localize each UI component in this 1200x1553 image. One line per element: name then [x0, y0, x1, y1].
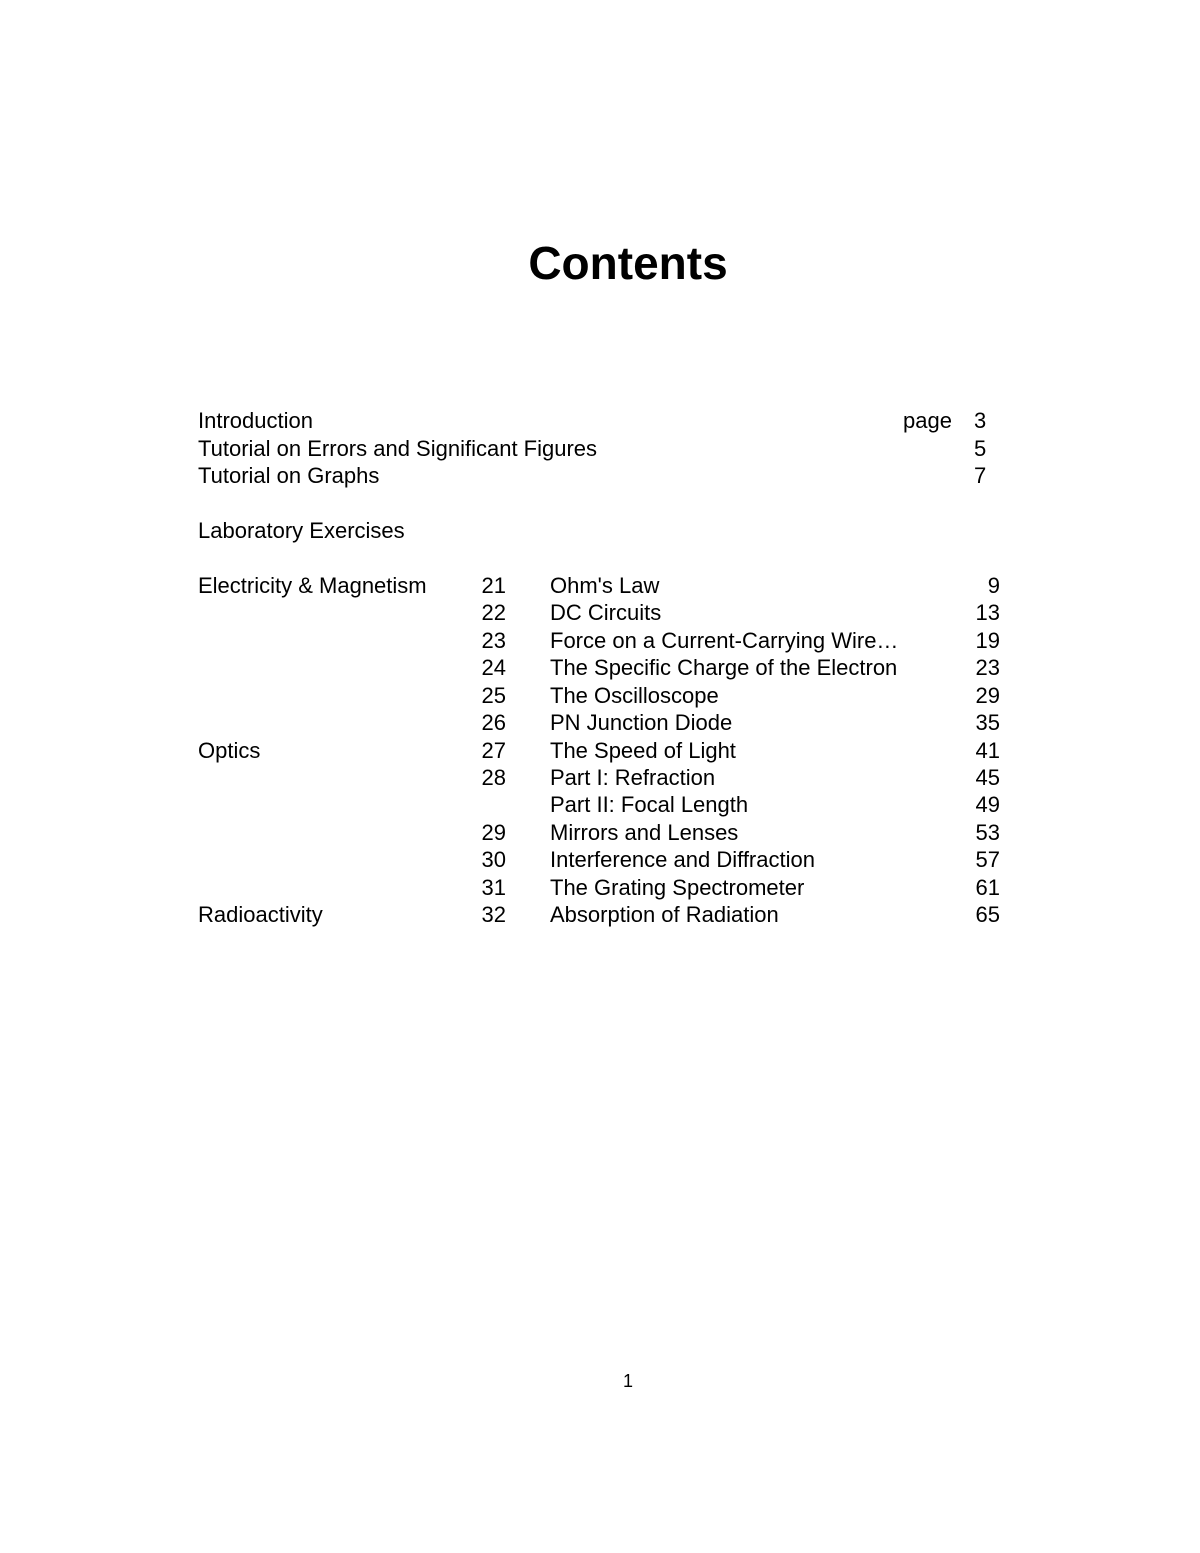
toc-entry-errors-tutorial: Tutorial on Errors and Significant Figures: [198, 436, 598, 461]
exercise-number: 27: [481, 738, 506, 763]
exercise-page: 13: [975, 600, 1000, 625]
exercise-number: 32: [481, 902, 506, 927]
exercise-page: 19: [975, 628, 1000, 653]
exercise-title: DC Circuits: [550, 600, 662, 625]
exercise-number: 26: [481, 710, 506, 735]
exercise-title: Part I: Refraction: [550, 765, 716, 790]
exercise-page: 41: [975, 738, 1000, 763]
toc-entry-graphs-tutorial: Tutorial on Graphs: [198, 463, 380, 488]
exercise-number: 28: [481, 765, 506, 790]
exercise-title: The Speed of Light: [550, 738, 736, 763]
exercise-title: Interference and Diffraction: [550, 847, 815, 872]
exercise-page: 29: [975, 683, 1000, 708]
exercise-number: 25: [481, 683, 506, 708]
exercise-page: 9: [987, 573, 1000, 598]
exercise-number: 24: [481, 655, 506, 680]
exercise-title: Ohm's Law: [550, 573, 660, 598]
exercise-title: Part II: Focal Length: [550, 792, 749, 817]
exercise-page: 53: [975, 820, 1000, 845]
exercise-title: Mirrors and Lenses: [550, 820, 739, 845]
exercise-title: The Oscilloscope: [550, 683, 719, 708]
exercise-number: 31: [481, 875, 506, 900]
exercise-page: 65: [975, 902, 1000, 927]
section-radioactivity: Radioactivity: [198, 902, 323, 927]
exercise-number: 29: [481, 820, 506, 845]
exercise-title: PN Junction Diode: [550, 710, 733, 735]
exercise-page: 57: [975, 847, 1000, 872]
toc-entry-introduction: Introduction: [198, 408, 313, 433]
exercise-title: Force on a Current-Carrying Wire…: [550, 628, 899, 653]
exercise-page: 61: [975, 875, 1000, 900]
exercise-number: 23: [481, 628, 506, 653]
section-optics: Optics: [198, 738, 261, 763]
exercise-title: Absorption of Radiation: [550, 902, 779, 927]
exercise-page: 49: [975, 792, 1000, 817]
exercise-title: The Specific Charge of the Electron: [550, 655, 898, 680]
exercise-number: 30: [481, 847, 506, 872]
toc-page-introduction: 3: [974, 408, 987, 433]
exercise-number: 21: [481, 573, 506, 598]
exercise-page: 23: [975, 655, 1000, 680]
exercise-number: 22: [481, 600, 506, 625]
page-number: 1: [622, 1371, 633, 1391]
page-column-label: page: [903, 408, 952, 433]
lab-exercises-heading: Laboratory Exercises: [198, 518, 405, 543]
exercise-page: 35: [975, 710, 1000, 735]
section-electricity-magnetism: Electricity & Magnetism: [198, 573, 427, 598]
toc-page-errors-tutorial: 5: [974, 436, 987, 461]
exercise-title: The Grating Spectrometer: [550, 875, 805, 900]
exercise-page: 45: [975, 765, 1000, 790]
toc-page-graphs-tutorial: 7: [974, 463, 987, 488]
page-title: Contents: [528, 237, 728, 289]
